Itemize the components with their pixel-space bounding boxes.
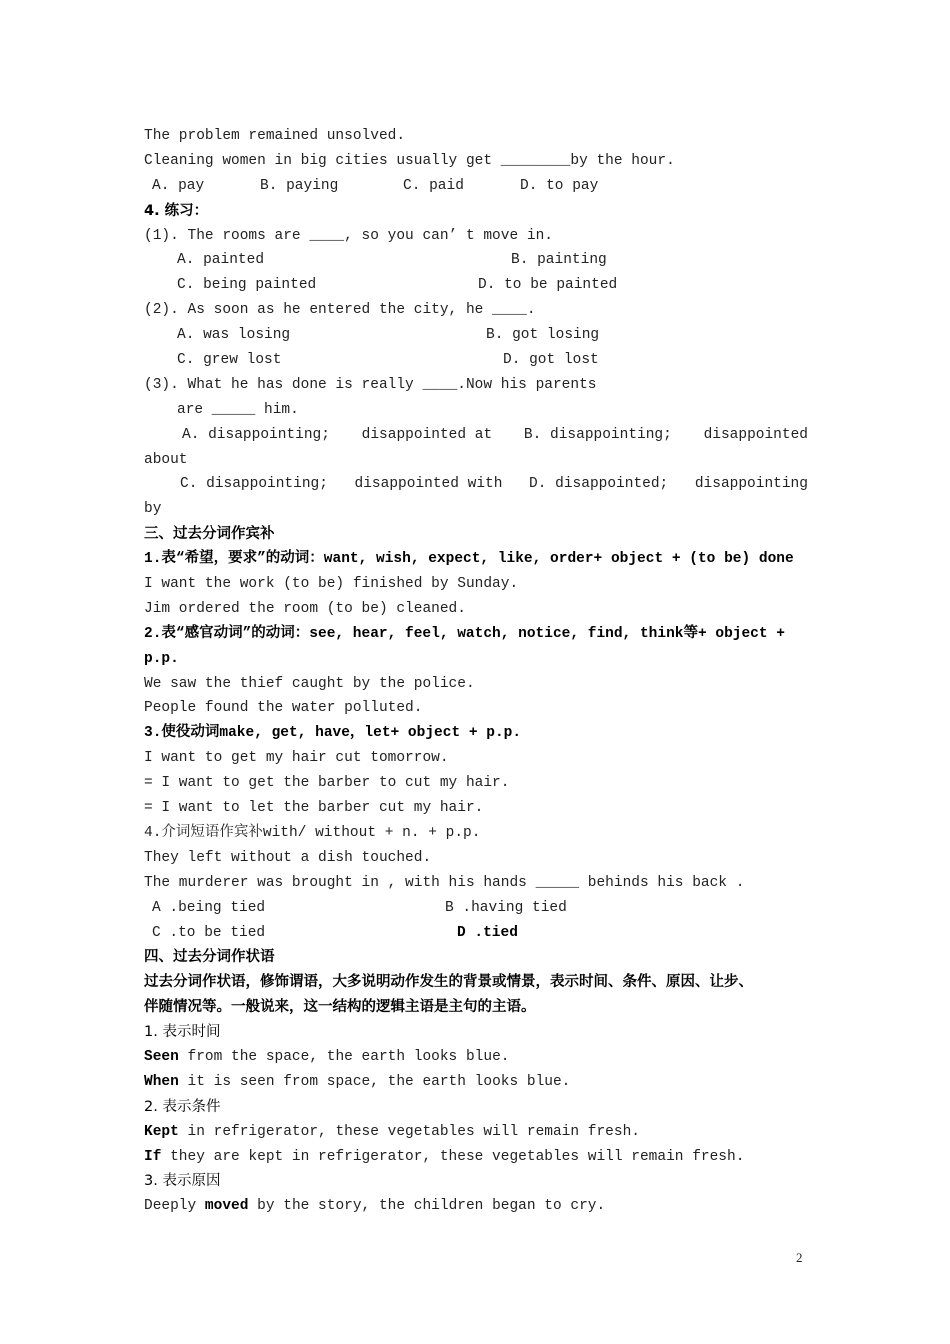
options-row [144, 423, 808, 448]
example-text: from the space, the earth looks blue. [178, 1048, 510, 1065]
example-text: they are kept in refrigerator, these vegetables will remain fresh. [161, 1148, 745, 1165]
example-line: Jim ordered the room (to be) cleaned. [144, 600, 466, 617]
option-a: A. disappointing; [182, 426, 330, 443]
option-a-text: disappointed at [361, 426, 493, 443]
option-c: C .to be tied [152, 924, 266, 941]
keyword: moved [204, 1198, 249, 1215]
example-line [144, 1120, 808, 1145]
question-stem: (1). The rooms are ____, so you can’ t move in. [144, 227, 553, 244]
example-line: We saw the thief caught by the police. [144, 675, 475, 692]
option-c: C. grew lost [177, 352, 282, 369]
options-row [144, 174, 808, 199]
option-a: A. painted [177, 252, 265, 269]
option-d: D. to be painted [478, 277, 618, 294]
subheading: 2. 表示条件 [144, 1098, 221, 1115]
example-text: in refrigerator, these vegetables will remain fresh. [178, 1123, 640, 1140]
example-line: I want the work (to be) finished by Sunday. [144, 576, 519, 593]
option-b-text: disappointed [703, 426, 808, 443]
option-b: B. disappointing; [523, 426, 672, 443]
option-a: A. was losing [177, 327, 291, 344]
options-row [144, 921, 808, 946]
example-line [144, 1070, 808, 1095]
example-line: I want to get my hair cut tomorrow. [144, 750, 449, 767]
option-a: A. pay [152, 177, 205, 194]
example-line: They left without a dish touched. [144, 849, 432, 866]
text-line: Cleaning women in big cities usually get ________by the hour. [144, 152, 675, 169]
subheading: 1. 表示时间 [144, 1024, 221, 1041]
example-line: People found the water polluted. [144, 700, 423, 717]
keyword: If [144, 1148, 162, 1165]
option-d-text: disappointing [694, 476, 808, 493]
section-heading: 四、过去分词作状语 [144, 949, 275, 966]
example-line: = I want to get the barber to cut my hair. [144, 775, 510, 792]
rule-line: 3.使役动词make, get, have，let+ object + p.p. [144, 725, 522, 742]
page-number: 2 [796, 1250, 803, 1265]
option-b: B. got losing [486, 327, 600, 344]
option-c: C. disappointing; [180, 476, 328, 493]
option-c-text: disappointed with [354, 476, 503, 493]
option-c: C. paid [403, 177, 464, 194]
option-b: B .having tied [445, 899, 567, 916]
rule-line: 1.表“希望，要求”的动词：want, wish, expect, like, order+ object + (to be) done [144, 551, 794, 568]
options-row [144, 896, 808, 921]
subheading: 3. 表示原因 [144, 1173, 221, 1190]
rule-line: 4.介词短语作宾补with/ without + n. + p.p. [144, 824, 481, 841]
rule-line: 2.表“感官动词”的动词：see, hear, feel, watch, notice, find, think等+ object + [144, 625, 785, 642]
option-d: D. disappointed; [529, 476, 669, 493]
options-row [144, 323, 808, 348]
options-row [144, 248, 808, 273]
text-line: by [144, 501, 162, 518]
intro-line: 过去分词作状语，修饰谓语，大多说明动作发生的背景或情景，表示时间、条件、原因、让步、 [144, 974, 753, 991]
options-row [144, 273, 808, 298]
option-d: D. to pay [520, 177, 599, 194]
example-line [144, 1045, 808, 1070]
example-line [144, 1145, 808, 1170]
example-text: Deeply [144, 1198, 205, 1215]
rule-line: p.p. [144, 650, 179, 667]
question-stem: are _____ him. [177, 401, 299, 418]
text-line: The problem remained unsolved. [144, 128, 406, 144]
keyword: Seen [144, 1048, 179, 1065]
example-text: by the story, the children began to cry. [248, 1198, 606, 1215]
example-line: The murderer was brought in , with his hands _____ behinds his back . [144, 874, 745, 891]
option-d: D .tied [457, 924, 518, 941]
options-row [144, 348, 808, 373]
option-b: B. painting [511, 252, 607, 269]
keyword: When [144, 1073, 179, 1090]
question-stem: (2). As soon as he entered the city, he ____. [144, 302, 536, 319]
section-heading: 4. 练习： [144, 202, 209, 219]
options-row [144, 472, 808, 497]
document-page [144, 124, 808, 1219]
example-text: it is seen from space, the earth looks blue. [178, 1073, 571, 1090]
example-line: = I want to let the barber cut my hair. [144, 800, 484, 817]
example-line [144, 1194, 808, 1219]
text-line: about [144, 451, 188, 468]
option-b: B. paying [260, 177, 339, 194]
intro-line: 伴随情况等。一般说来，这一结构的逻辑主语是主句的主语。 [144, 999, 536, 1016]
option-c: C. being painted [177, 277, 317, 294]
question-stem: (3). What he has done is really ____.Now his parents [144, 376, 597, 393]
keyword: Kept [144, 1123, 179, 1140]
option-a: A .being tied [152, 899, 266, 916]
option-d: D. got lost [503, 352, 599, 369]
section-heading: 三、过去分词作宾补 [144, 526, 275, 543]
